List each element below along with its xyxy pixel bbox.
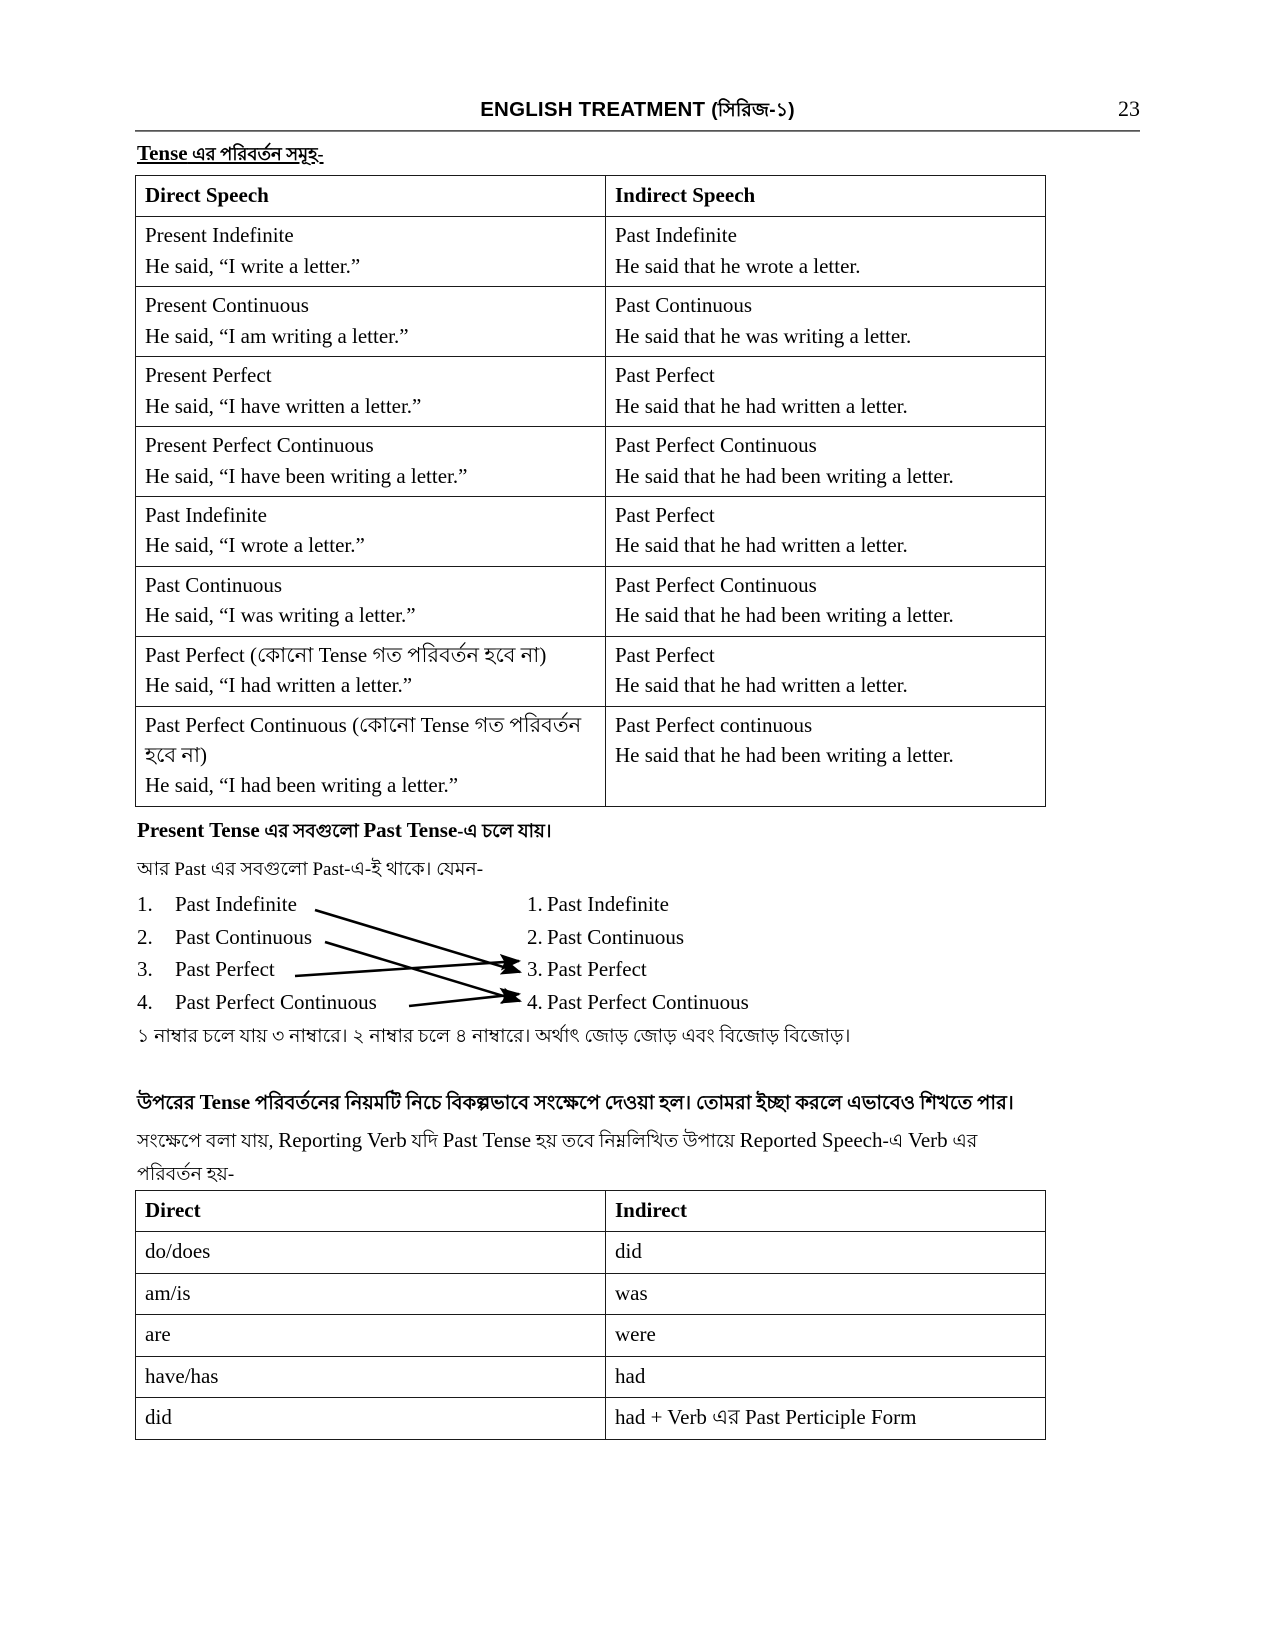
alt-para-bn-3: হয় তবে নিম্নলিখিত উপায়ে (531, 1131, 740, 1152)
indirect-example: He said that he had been writing a letter. (615, 463, 954, 488)
cell-indirect (606, 427, 1046, 497)
indirect-tense-name: Past Perfect (615, 363, 715, 388)
cell-indirect-verb: had + Verb এর Past Perticiple Form (606, 1398, 1046, 1439)
alt-para-en-2: Past Tense (442, 1128, 532, 1152)
alternative-rule-paragraph (137, 1124, 1047, 1189)
list-item (137, 953, 467, 986)
cell-indirect (606, 357, 1046, 427)
cell-direct (136, 566, 606, 636)
list-item (527, 888, 877, 921)
cell-indirect-verb: had (606, 1356, 1046, 1397)
list-item-number: 3. (527, 957, 543, 981)
indirect-example: He said that he wrote a letter. (615, 253, 861, 278)
cell-indirect (606, 636, 1046, 706)
cell-indirect-verb: were (606, 1315, 1046, 1356)
direct-example: He said, “I had written a letter.” (145, 673, 413, 698)
alt-para-en-1: Reporting Verb (278, 1128, 407, 1152)
direct-tense-name: Past Perfect (কোনো Tense গত পরিবর্তন হবে না) (145, 642, 547, 667)
statement-part-bangla-1: এর সবগুলো (259, 822, 364, 842)
past-stays-past-statement (137, 855, 483, 887)
cell-direct (136, 636, 606, 706)
direct-tense-name: Present Continuous (145, 293, 309, 318)
cell-direct (136, 427, 606, 497)
direct-example: He said, “I have been writing a letter.” (145, 463, 468, 488)
column-header-direct-speech: Direct Speech (136, 176, 606, 217)
cell-direct-verb: do/does (136, 1232, 606, 1273)
list-item-label: Past Perfect (547, 957, 647, 981)
table-row (136, 1232, 1046, 1273)
direct-example: He said, “I am writing a letter.” (145, 323, 409, 348)
cell-direct (136, 706, 606, 806)
list-item-label: Past Perfect (175, 957, 275, 981)
present-to-past-statement (137, 817, 552, 848)
table-row (136, 1398, 1046, 1439)
section-heading-english: Tense (137, 141, 188, 165)
alt-para-bn-4: -এ (882, 1131, 909, 1152)
indirect-tense-name: Past Continuous (615, 293, 753, 318)
table-row (136, 636, 1046, 706)
list-item-number: 4. (527, 989, 543, 1014)
cell-indirect (606, 287, 1046, 357)
direct-tense-name: Present Perfect (145, 363, 272, 388)
direct-tense-name: Past Continuous (145, 572, 283, 597)
indirect-example: He said that he had written a letter. (615, 393, 908, 418)
indirect-tense-name: Past Perfect (615, 502, 715, 527)
section-heading-bangla: এর পরিবর্তন সমূহ- (187, 144, 324, 164)
list-item-number: 4. (137, 989, 153, 1014)
mapping-column-direct (137, 888, 467, 1018)
indirect-tense-name: Past Perfect (615, 642, 715, 667)
table-row (136, 1356, 1046, 1397)
cell-indirect (606, 496, 1046, 566)
direct-example: He said, “I write a letter.” (145, 253, 361, 278)
indirect-example: He said that he was writing a letter. (615, 323, 912, 348)
alt-heading-part-2: পরিবর্তনের নিয়মটি নিচে বিকল্পভাবে সংক্ষেপে দেওয়া হল। তোমরা ইচ্ছা করলে এভাবেও শিখতে পার। (250, 1093, 1014, 1114)
indirect-tense-name: Past Perfect continuous (615, 712, 813, 737)
table-row (136, 217, 1046, 287)
direct-example: He said, “I have written a letter.” (145, 393, 422, 418)
list-item-label: Past Continuous (175, 924, 313, 949)
statement-part-present-tense: Present Tense (137, 818, 260, 842)
past-stays-past-text: আর Past এর সবগুলো Past-এ-ই থাকে। যেমন- (137, 859, 484, 880)
page-number: 23 (1118, 96, 1140, 121)
column-header-indirect-speech: Indirect Speech (606, 176, 1046, 217)
list-item (137, 986, 467, 1019)
cell-direct (136, 217, 606, 287)
cell-indirect (606, 706, 1046, 806)
mapping-column-indirect (527, 888, 877, 1018)
table-row (136, 1273, 1046, 1314)
indirect-example: He said that he had been writing a letter. (615, 603, 954, 628)
alt-heading-part-1: উপরের (137, 1093, 200, 1114)
list-item-number: 1. (137, 892, 153, 916)
cell-indirect-verb: did (606, 1232, 1046, 1273)
list-item (137, 921, 467, 954)
table-row (136, 357, 1046, 427)
list-item (527, 921, 877, 954)
cell-direct-verb: did (136, 1398, 606, 1439)
mapping-note-text: ১ নাম্বার চলে যায় ৩ নাম্বারে। ২ নাম্বার চলে ৪ নাম্বারে। অর্থাৎ জোড় জোড় এবং বিজোড় বিজোড়। (137, 1026, 851, 1047)
cell-direct (136, 287, 606, 357)
verb-conversion-table (135, 1190, 1046, 1440)
list-item (527, 953, 877, 986)
cell-direct (136, 357, 606, 427)
cell-direct-verb: are (136, 1315, 606, 1356)
list-item (137, 888, 467, 921)
list-item-label: Past Indefinite (547, 892, 669, 916)
column-header-direct: Direct (136, 1191, 606, 1232)
list-item (527, 986, 877, 1019)
direct-tense-name: Present Perfect Continuous (145, 433, 374, 458)
list-item-label: Past Perfect Continuous (175, 989, 377, 1014)
column-header-indirect: Indirect (606, 1191, 1046, 1232)
direct-example: He said, “I wrote a letter.” (145, 533, 365, 558)
direct-example: He said, “I had been writing a letter.” (145, 773, 459, 798)
direct-example: He said, “I was writing a letter.” (145, 603, 416, 628)
table-row (136, 427, 1046, 497)
table-row (136, 566, 1046, 636)
indirect-example: He said that he had been writing a letter. (615, 743, 954, 767)
table-row (136, 496, 1046, 566)
list-item-number: 3. (137, 957, 153, 981)
tense-mapping-diagram (137, 888, 907, 1013)
tense-conversion-table (135, 175, 1046, 807)
table-header-row (136, 176, 1046, 217)
indirect-tense-name: Past Perfect Continuous (615, 433, 817, 458)
cell-direct-verb: have/has (136, 1356, 606, 1397)
indirect-example: He said that he had written a letter. (615, 673, 908, 698)
list-item-label: Past Indefinite (175, 892, 297, 916)
statement-part-bangla-2: -এ চলে যায়। (457, 822, 552, 842)
alt-para-bn-2: যদি (406, 1131, 443, 1152)
statement-part-past-tense: Past Tense (363, 818, 458, 842)
indirect-example: He said that he had written a letter. (615, 533, 908, 558)
list-item-label: Past Perfect Continuous (547, 989, 749, 1014)
list-item-label: Past Continuous (547, 924, 685, 949)
alt-para-en-3: Reported Speech (739, 1128, 883, 1152)
table-row (136, 1315, 1046, 1356)
cell-indirect-verb: was (606, 1273, 1046, 1314)
indirect-tense-name: Past Indefinite (615, 223, 737, 248)
direct-tense-name: Past Indefinite (145, 502, 267, 527)
alt-heading-english: Tense (199, 1090, 251, 1114)
header-title-bangla: (সিরিজ-১) (711, 100, 795, 121)
cell-indirect (606, 566, 1046, 636)
cell-direct-verb: am/is (136, 1273, 606, 1314)
table-row (136, 287, 1046, 357)
indirect-tense-name: Past Perfect Continuous (615, 572, 817, 597)
list-item-number: 2. (527, 924, 543, 949)
cell-direct (136, 496, 606, 566)
alt-para-bn-1: সংক্ষেপে বলা যায়, (137, 1131, 279, 1152)
table-header-row (136, 1191, 1046, 1232)
alt-para-bn-5: এর পরিবর্তন হয়- (137, 1131, 978, 1185)
page-header (135, 96, 1140, 128)
cell-indirect (606, 217, 1046, 287)
header-title (480, 96, 795, 128)
alternative-rule-heading (137, 1089, 1014, 1121)
list-item-number: 2. (137, 924, 153, 949)
mapping-note (137, 1022, 850, 1054)
alt-para-en-4: Verb (908, 1128, 948, 1152)
list-item-number: 1. (527, 892, 543, 916)
header-divider (135, 130, 1140, 132)
direct-tense-name: Present Indefinite (145, 223, 294, 248)
header-title-english: ENGLISH TREATMENT (480, 98, 706, 121)
section-heading (137, 140, 324, 171)
table-row (136, 706, 1046, 806)
direct-tense-name: Past Perfect Continuous (কোনো Tense গত পরিবর্তন হবে না) (145, 712, 582, 767)
